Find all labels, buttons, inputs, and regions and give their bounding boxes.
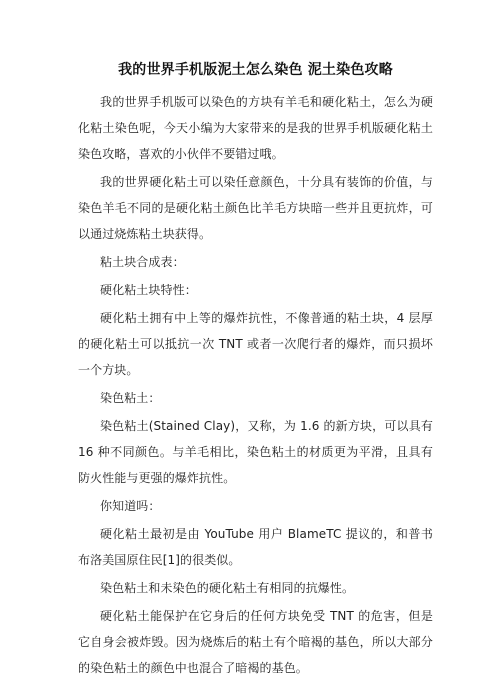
- paragraph-intro: 我的世界手机版可以染色的方块有羊毛和硬化粘土，怎么为硬化粘土染色呢，今天小编为大家带来的是我的世界手机版硬化粘土染色攻略，喜欢的小伙伴不要错过哦。: [78, 95, 433, 161]
- paragraph-same-resistance: 染色粘土和未染色的硬化粘土有相同的抗爆性。: [100, 581, 355, 595]
- paragraph-stained-clay: 染色粘土(Stained Clay)，又称，为 1.6 的新方块，可以具有 16 种不同颜色。与羊毛相比，染色粘土的材质更为平滑，且具有防火性能与更强的爆炸抗性。: [78, 419, 433, 485]
- paragraph-recipe-heading: 粘土块合成表：: [100, 255, 185, 269]
- paragraph-blast-resistance: 硬化粘土拥有中上等的爆炸抗性，不像普通的粘土块，4 层厚的硬化粘土可以抵抗一次 TNT 或者一次爬行者的爆炸，而只损坏一个方块。: [78, 311, 433, 377]
- article: [78, 60, 433, 683]
- paragraph-stained-clay-heading: 染色粘土：: [100, 391, 161, 405]
- paragraph-protection: 硬化粘土能保护在它身后的任何方块免受 TNT 的危害，但是它自身会被炸毁。因为烧炼后的粘土有个暗褐的基色，所以大部分的染色粘土的颜色中也混合了暗褐的基色。: [78, 609, 433, 675]
- paragraph-description: 我的世界硬化粘土可以染任意颜色，十分具有装饰的价值，与染色羊毛不同的是硬化粘土颜色比羊毛方块暗一些并且更抗炸，可以通过烧炼粘土块获得。: [78, 175, 433, 241]
- article-title: 我的世界手机版泥土怎么染色 泥土染色攻略: [118, 62, 393, 78]
- paragraph-did-you-know-heading: 你知道吗：: [100, 499, 161, 513]
- paragraph-traits-heading: 硬化粘土块特性：: [100, 283, 197, 297]
- paragraph-origin: 硬化粘土最初是由 YouTube 用户 BlameTC 提议的，和普书布洛美国原住民[1]的很类似。: [78, 527, 433, 567]
